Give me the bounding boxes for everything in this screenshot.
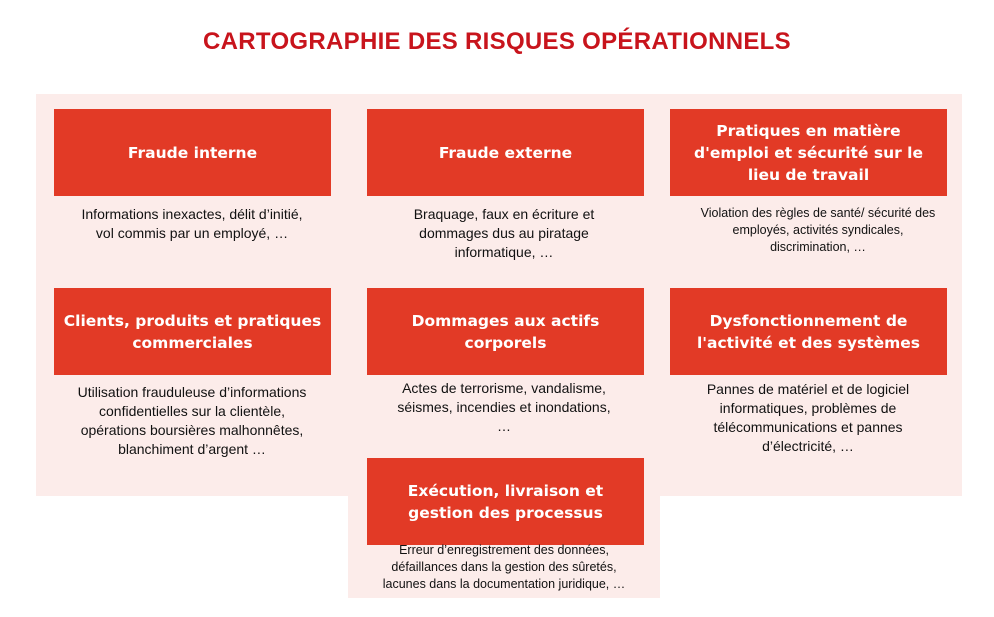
risk-category-execution-delivery: Exécution, livraison et gestion des processus <box>367 458 644 545</box>
risk-description-employment-practices: Violation des règles de santé/ sécurité des employés, activités syndicales, discrimination, … <box>700 206 936 254</box>
risk-category-employment-practices: Pratiques en matière d'emploi et sécurité sur le lieu de travail <box>670 109 947 196</box>
risk-category-physical-assets: Dommages aux actifs corporels <box>367 288 644 375</box>
risk-description-execution-delivery: Erreur d’enregistrement des données, défaillances dans la gestion des sûretés, lacunes dans la documentation juridique, … <box>382 543 626 591</box>
risk-description-internal-fraud: Informations inexactes, délit d’initié, vol commis par un employé, … <box>81 206 303 241</box>
diagram-title: CARTOGRAPHIE DES RISQUES OPÉRATIONNELS <box>203 28 791 55</box>
risk-description-clients-products: Utilisation frauduleuse d’informations confidentielles sur la clientèle, opérations boursières malhonnêtes, blanchiment d’argent … <box>77 384 307 457</box>
risk-category-clients-products: Clients, produits et pratiques commerciales <box>54 288 331 375</box>
risk-category-external-fraud: Fraude externe <box>367 109 644 196</box>
risk-description-physical-assets: Actes de terrorisme, vandalisme, séismes, incendies et inondations, … <box>397 380 611 434</box>
risk-description-external-fraud: Braquage, faux en écriture et dommages dus au piratage informatique, … <box>413 206 595 260</box>
risk-category-business-disruption: Dysfonctionnement de l'activité et des systèmes <box>670 288 947 375</box>
risk-category-internal-fraud: Fraude interne <box>54 109 331 196</box>
risk-description-business-disruption: Pannes de matériel et de logiciel informatiques, problèmes de télécommunications et pannes d’électricité, … <box>706 381 910 454</box>
